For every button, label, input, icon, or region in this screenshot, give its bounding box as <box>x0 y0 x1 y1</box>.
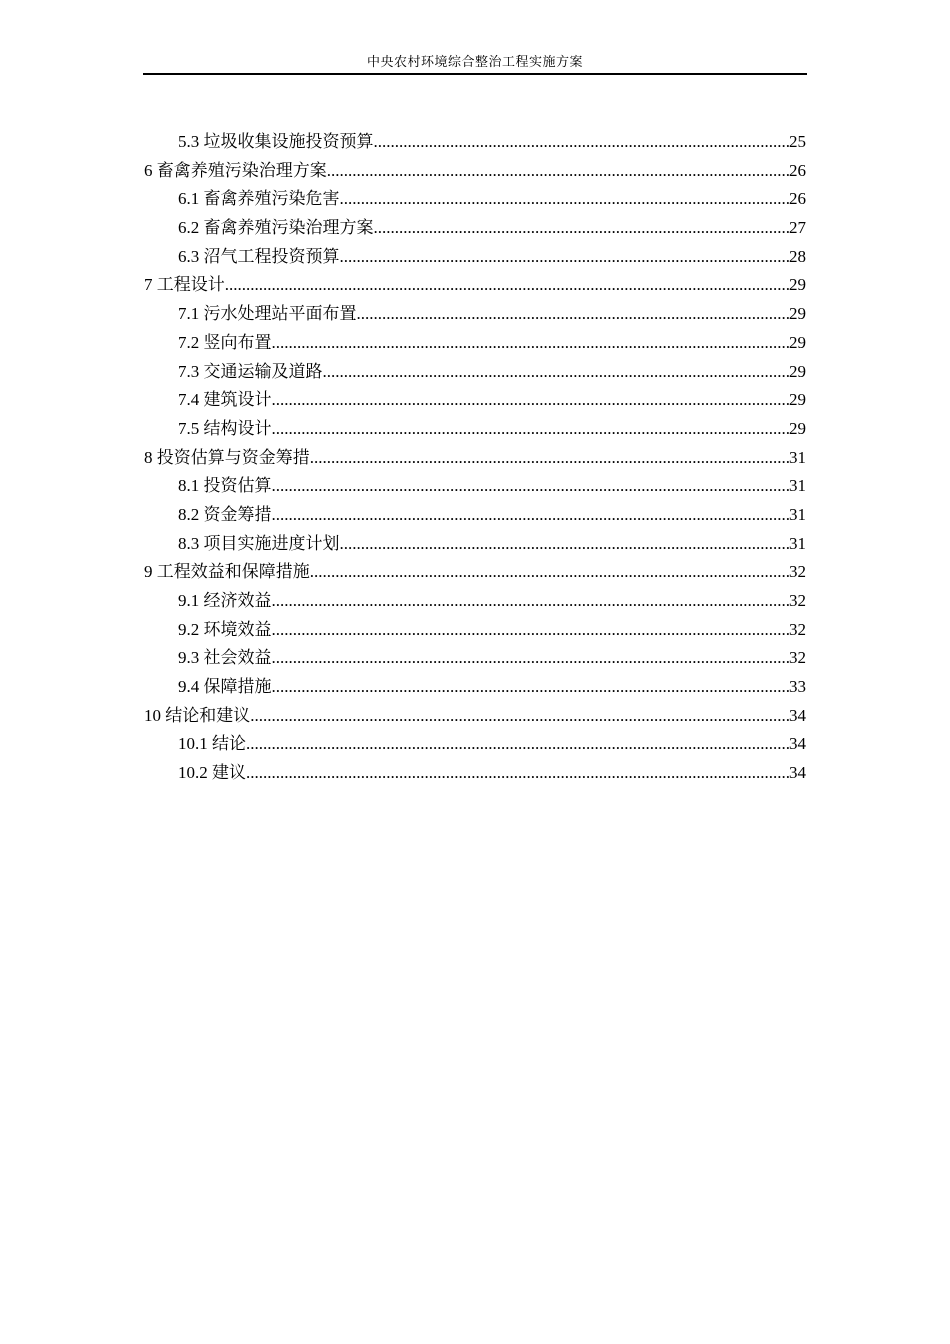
toc-dot-leader <box>327 157 789 185</box>
toc-entry-title: 9.3 社会效益 <box>178 648 272 668</box>
toc-entry-title: 10 结论和建议 <box>144 705 251 725</box>
toc-page-number: 28 <box>789 246 806 266</box>
toc-dot-leader <box>340 530 790 558</box>
page-header-title: 中央农村环境综合整治工程实施方案 <box>366 55 583 70</box>
toc-page-number: 32 <box>789 591 806 610</box>
toc-entry-title: 9.4 保障措施 <box>178 677 272 697</box>
toc-dot-leader <box>272 673 790 701</box>
toc-dot-leader <box>357 300 790 328</box>
toc-section-entry[interactable] <box>144 243 806 272</box>
toc-section-entry[interactable] <box>144 128 806 157</box>
toc-dot-leader <box>310 444 789 472</box>
toc-chapter-entry[interactable] <box>144 702 806 731</box>
toc-section-entry[interactable] <box>144 185 806 214</box>
toc-page-number: 34 <box>789 705 806 725</box>
toc-page-number: 33 <box>789 677 806 697</box>
toc-dot-leader <box>272 329 790 357</box>
toc-entry-title: 6.1 畜禽养殖污染危害 <box>178 189 340 209</box>
toc-page-number: 31 <box>789 476 806 496</box>
toc-entry-title: 8.1 投资估算 <box>178 476 272 496</box>
toc-section-entry[interactable] <box>144 300 806 329</box>
toc-dot-leader <box>225 271 789 299</box>
toc-entry-title: 9.2 环境效益 <box>178 619 272 639</box>
toc-section-entry[interactable] <box>144 415 806 444</box>
toc-section-entry[interactable] <box>144 472 806 501</box>
toc-page-number: 34 <box>789 734 806 754</box>
toc-page-number: 29 <box>789 332 806 352</box>
toc-page-number: 26 <box>789 189 806 209</box>
toc-chapter-entry[interactable] <box>144 271 806 300</box>
toc-chapter-entry[interactable] <box>144 558 806 587</box>
toc-dot-leader <box>272 644 790 672</box>
toc-page-number: 29 <box>789 361 806 381</box>
toc-dot-leader <box>272 472 790 500</box>
toc-dot-leader <box>340 243 790 271</box>
toc-dot-leader <box>250 702 789 730</box>
toc-entry-title: 6 畜禽养殖污染治理方案 <box>144 160 327 180</box>
toc-page-number: 31 <box>789 504 806 524</box>
toc-section-entry[interactable] <box>144 530 806 559</box>
toc-section-entry[interactable] <box>144 730 806 759</box>
toc-dot-leader <box>272 386 790 414</box>
toc-dot-leader <box>246 759 789 787</box>
toc-dot-leader <box>272 501 790 529</box>
toc-dot-leader <box>272 415 790 443</box>
toc-entry-title: 10.2 建议 <box>178 763 246 783</box>
toc-dot-leader <box>272 587 790 615</box>
toc-page-number: 29 <box>789 390 806 410</box>
toc-entry-title: 5.3 垃圾收集设施投资预算 <box>178 132 374 151</box>
toc-page-number: 32 <box>789 562 806 582</box>
toc-page-number: 32 <box>789 648 806 668</box>
toc-dot-leader <box>340 185 790 213</box>
toc-section-entry[interactable] <box>144 759 806 788</box>
toc-dot-leader <box>246 730 789 758</box>
toc-chapter-entry[interactable] <box>144 157 806 186</box>
toc-dot-leader <box>310 558 789 586</box>
toc-entry-title: 8 投资估算与资金筹措 <box>144 447 310 467</box>
toc-section-entry[interactable] <box>144 386 806 415</box>
toc-entry-title: 8.3 项目实施进度计划 <box>178 533 340 553</box>
toc-section-entry[interactable] <box>144 501 806 530</box>
toc-entry-title: 7.2 竖向布置 <box>178 332 272 352</box>
toc-page-number: 26 <box>789 160 806 180</box>
toc-dot-leader <box>374 128 790 156</box>
toc-page-number: 29 <box>789 418 806 438</box>
toc-page-number: 32 <box>789 619 806 639</box>
toc-section-entry[interactable] <box>144 616 806 645</box>
toc-page-number: 29 <box>789 304 806 324</box>
toc-section-entry[interactable] <box>144 673 806 702</box>
toc-entry-title: 9 工程效益和保障措施 <box>144 562 310 582</box>
toc-page-number: 31 <box>789 447 806 467</box>
table-of-contents <box>144 128 806 788</box>
toc-entry-title: 7 工程设计 <box>144 275 225 295</box>
toc-entry-title: 7.4 建筑设计 <box>178 390 272 410</box>
toc-section-entry[interactable] <box>144 587 806 616</box>
toc-page-number: 25 <box>789 132 806 151</box>
toc-entry-title: 6.3 沼气工程投资预算 <box>178 246 340 266</box>
toc-entry-title: 7.3 交通运输及道路 <box>178 361 323 381</box>
toc-entry-title: 9.1 经济效益 <box>178 591 272 610</box>
toc-chapter-entry[interactable] <box>144 444 806 473</box>
toc-section-entry[interactable] <box>144 214 806 243</box>
toc-entry-title: 8.2 资金筹措 <box>178 504 272 524</box>
toc-section-entry[interactable] <box>144 358 806 387</box>
toc-entry-title: 10.1 结论 <box>178 734 246 754</box>
toc-page-number: 31 <box>789 533 806 553</box>
toc-dot-leader <box>272 616 790 644</box>
toc-entry-title: 7.1 污水处理站平面布置 <box>178 304 357 324</box>
header-rule <box>143 73 807 75</box>
toc-page-number: 29 <box>789 275 806 295</box>
toc-page-number: 34 <box>789 763 806 783</box>
toc-entry-title: 6.2 畜禽养殖污染治理方案 <box>178 218 374 238</box>
toc-page-number: 27 <box>789 218 806 238</box>
toc-section-entry[interactable] <box>144 644 806 673</box>
toc-entry-title: 7.5 结构设计 <box>178 418 272 438</box>
toc-dot-leader <box>374 214 790 242</box>
toc-section-entry[interactable] <box>144 329 806 358</box>
toc-dot-leader <box>323 358 790 386</box>
